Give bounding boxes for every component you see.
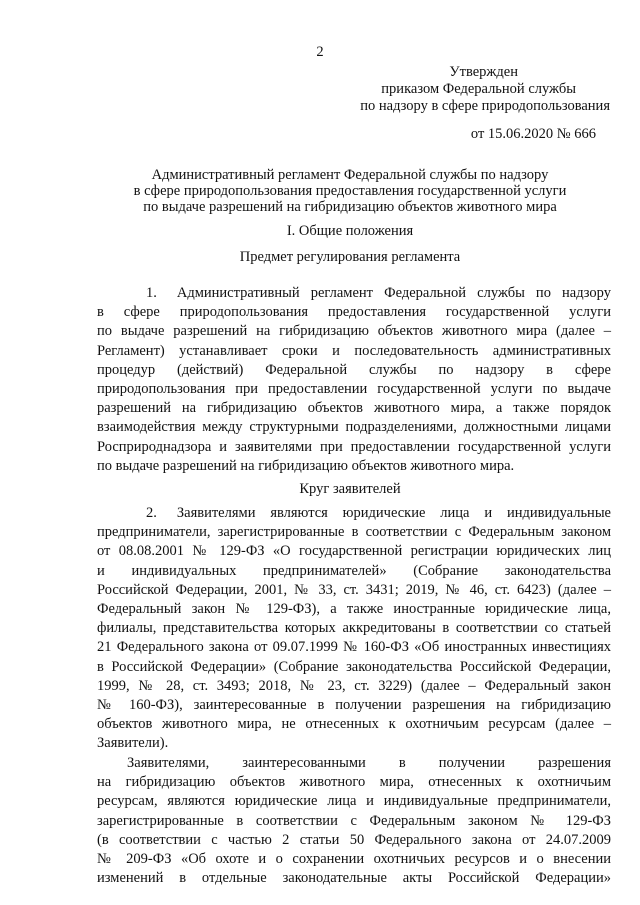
subheading-applicants: Круг заявителей: [299, 481, 401, 497]
approval-line: по надзору в сфере природопользования: [360, 98, 610, 114]
paragraph-number: 2.: [146, 505, 157, 521]
approval-line: Утвержден: [449, 64, 518, 80]
subheading-subject: Предмет регулирования регламента: [239, 249, 461, 265]
para-line: объектов животного мира, не отнесенных к охотничьим ресурсам (далее –: [97, 716, 611, 733]
para-line: № 209-ФЗ «Об охоте и о сохранении охотничьих ресурсов и о внесении: [97, 851, 611, 868]
para-line: предприниматели, зарегистрированные в соответствии с Федеральным законом: [97, 524, 611, 541]
para-line: разрешений на гибридизацию объектов животного мира, а также порядок: [97, 400, 611, 417]
para-line: 1999, № 28, ст. 3493; 2018, № 23, ст. 3229) (далее – Федеральный закон: [97, 677, 611, 694]
para-line: Регламент) устанавливает сроки и последовательность административных: [97, 342, 611, 359]
para-line: в Российской Федерации» (Собрание законодательства Российской Федерации,: [97, 658, 611, 675]
para-line: ресурсам, являются юридические лица и индивидуальные предприниматели,: [97, 793, 611, 810]
paragraph-3: [97, 754, 611, 888]
para-line: в сфере природопользования предоставления государственной услуги: [97, 304, 611, 321]
paragraph-2: [97, 504, 611, 754]
approval-line: приказом Федеральной службы: [381, 81, 576, 97]
approval-date: от 15.06.2020 № 666: [470, 126, 596, 142]
para-line: изменений в отдельные законодательные акты Российской Федерации»: [97, 870, 611, 887]
para-line: Заявители).: [97, 735, 169, 752]
para-line: (в соответствии с частью 2 статьи 50 Федерального закона от 24.07.2009: [97, 831, 611, 848]
title-line: в сфере природопользования предоставления государственной услуги: [133, 183, 567, 199]
para-line: Заявителями, заинтересованными в получении разрешения: [127, 755, 611, 771]
para-line: по выдаче разрешений на гибридизацию объектов животного мира.: [97, 457, 515, 474]
title-line: по выдаче разрешений на гибридизацию объектов животного мира: [143, 199, 557, 215]
paragraph-number: 1.: [146, 285, 157, 301]
para-line: 1. Административный регламент Федеральной службы по надзору: [146, 285, 611, 301]
para-line: филиалы, представительства которых аккредитованы в соответствии со статьей: [97, 620, 611, 637]
para-line: 2. Заявителями являются юридические лица и индивидуальные: [146, 505, 611, 521]
para-line: природопользования при предоставлении государственной услуги по выдаче: [97, 381, 611, 398]
para-line: по выдаче разрешений на гибридизацию объектов животного мира (далее –: [97, 323, 611, 340]
paragraph-1: [97, 284, 611, 476]
section-heading: I. Общие положения: [286, 223, 414, 239]
approval-block: [310, 64, 610, 143]
para-line: процедур (действий) Федеральной службы по надзору в сфере: [97, 361, 611, 378]
para-line: Российской Федерации, 2001, № 33, ст. 3431; 2019, № 46, ст. 6423) (далее –: [97, 581, 611, 598]
para-line: от 08.08.2001 № 129-ФЗ «О государственной регистрации юридических лиц: [97, 543, 611, 560]
para-line: взаимодействия между структурными подразделениями, должностными лицами: [97, 419, 611, 436]
para-line: и индивидуальных предпринимателей» (Собрание законодательства: [97, 562, 611, 579]
title-line: Административный регламент Федеральной службы по надзору: [151, 167, 549, 183]
document-title: [0, 167, 640, 215]
para-line: № 160-ФЗ), заинтересованные в получении разрешения на гибридизацию: [97, 697, 611, 714]
para-line: зарегистрированные в соответствии с Федеральным законом № 129-ФЗ: [97, 812, 611, 829]
para-line: Росприроднадзора и заявителями при предоставлении государственной услуги: [97, 438, 611, 455]
para-line: 21 Федерального закона от 09.07.1999 № 160-ФЗ «Об иностранных инвестициях: [97, 639, 611, 656]
page-number: 2: [316, 44, 324, 60]
para-line: на гибридизацию объектов животного мира, отнесенных к охотничьим: [97, 774, 611, 791]
para-line: Федеральный закон № 129-ФЗ), а также иностранные юридические лица,: [97, 601, 611, 618]
